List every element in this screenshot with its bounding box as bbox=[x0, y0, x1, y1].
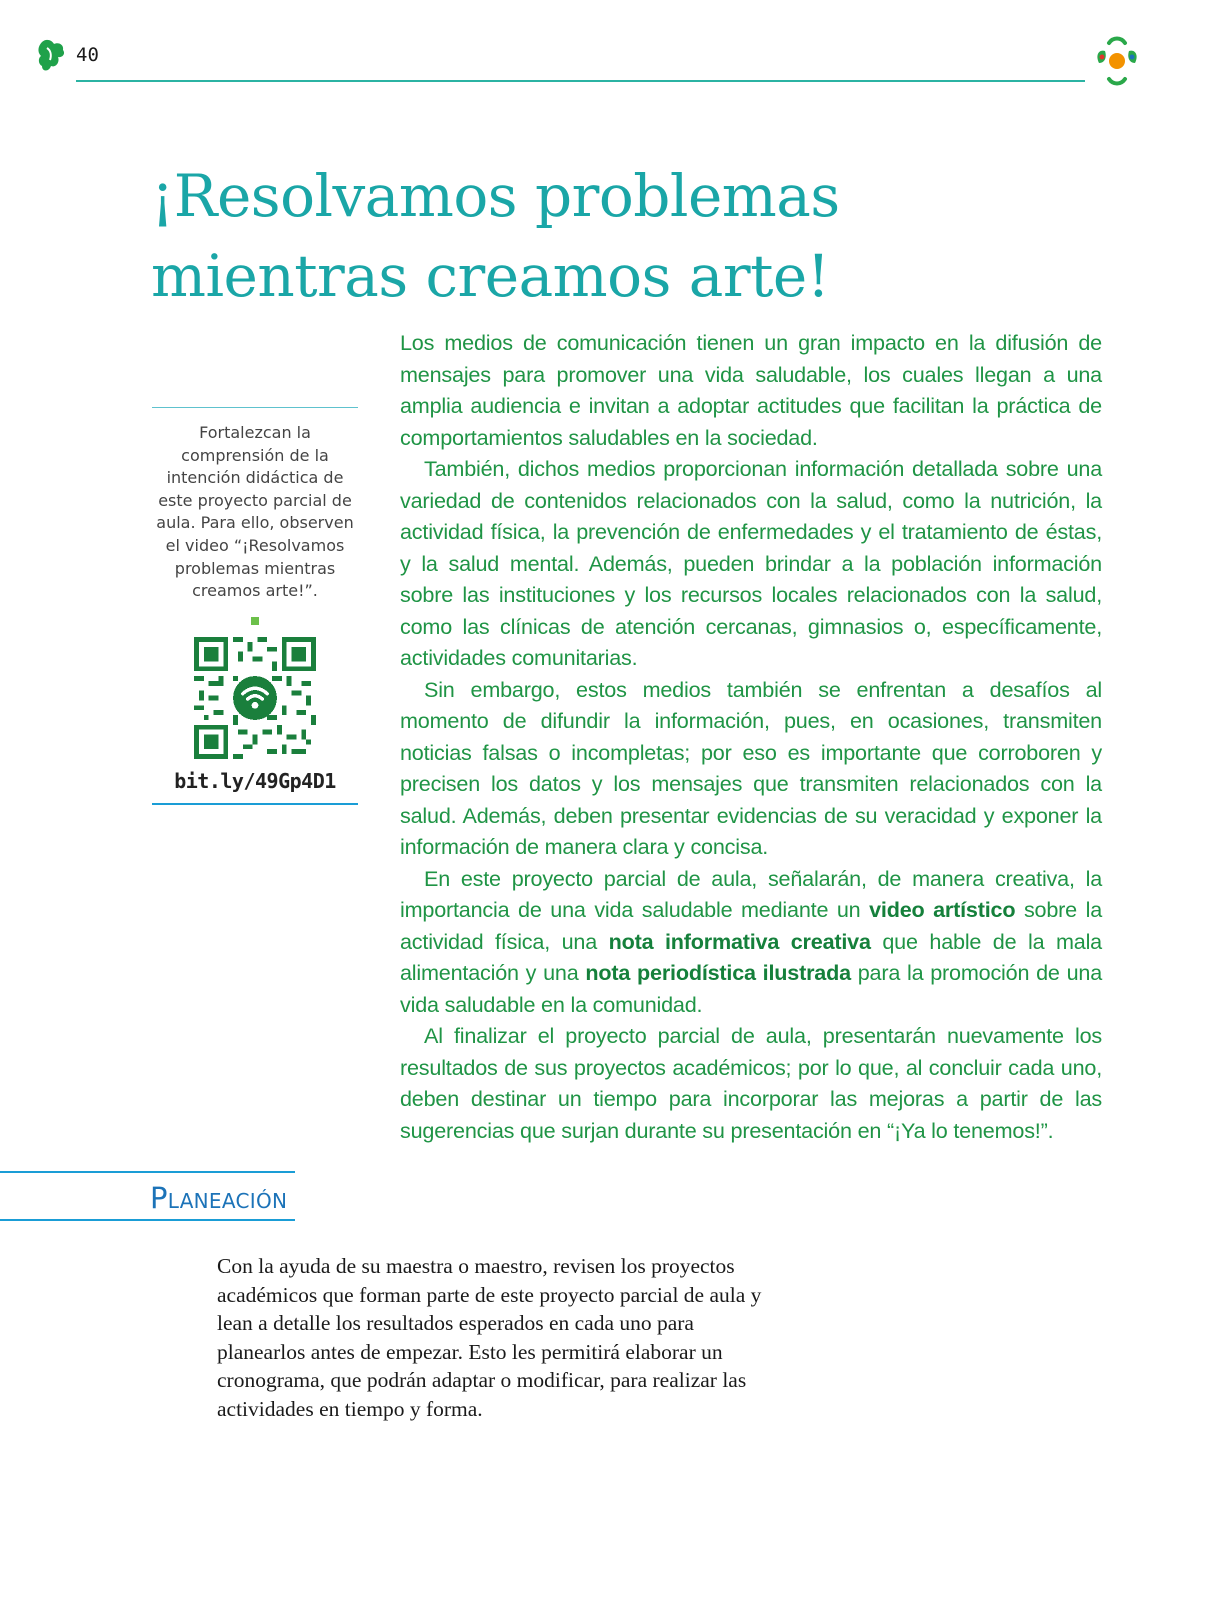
colorful-flower-emblem-icon bbox=[1087, 33, 1147, 89]
paragraph-4-part-a: En este proyecto parcial de aula, señalarán, de manera creativa, la importancia de una vida saludable mediante un bbox=[400, 865, 1102, 922]
sidebar-bullet bbox=[251, 617, 259, 625]
section-heading-planeacion: Planeación bbox=[150, 1181, 288, 1215]
leaf-map-icon bbox=[36, 38, 66, 74]
bold-nota-informativa: nota informativa creativa bbox=[608, 928, 871, 954]
page-title bbox=[151, 156, 911, 316]
planeacion-text: Con la ayuda de su maestra o maestro, revisen los proyectos académicos que forman parte de este proyecto parcial de aula y lean a detalle los resultados esperados en cada uno para planearlos antes de empezar. Esto les permitirá elaborar un cronograma, que podrán adaptar o modificar, para realizar las actividades en tiempo y forma. bbox=[217, 1254, 762, 1421]
paragraph-4-part-d: que hable de la mala alimentación y una bbox=[400, 928, 1102, 985]
sidebar-top-rule bbox=[152, 407, 358, 408]
paragraph-1: Los medios de comunicación tienen un gran impacto en la difusión de mensajes para promover una vida saludable, los cuales llegan a una amplia audiencia e invitan a adoptar actitudes que facilitan la práctica de comportamientos saludables en la sociedad. bbox=[400, 330, 1102, 450]
video-sidebar bbox=[152, 407, 358, 805]
paragraph-4 bbox=[400, 863, 1102, 1021]
sidebar-text: Fortalezcan la comprensión de la intención didáctica de este proyecto parcial de aula. Para ello, observen el video “¡Resolvamos problemas mientras creamos arte!”. bbox=[156, 423, 354, 601]
paragraph-3: Sin embargo, estos medios también se enfrentan a desafíos al momento de difundir la información, pues, en ocasiones, transmiten noticias falsas o incompletas; por eso es importante que corroboren y precisen los datos y los mensajes que transmiten relacionados con la salud. Además, deben presentar evidencias de su veracidad y exponer la información de manera clara y concisa. bbox=[400, 676, 1102, 859]
paragraph-4-part-c: sobre la actividad física, una bbox=[400, 897, 1103, 954]
section-rule-top bbox=[0, 1171, 295, 1173]
qr-code-icon[interactable] bbox=[194, 637, 316, 759]
sidebar-bottom-rule bbox=[152, 803, 358, 805]
title-line-2: mientras creamos arte! bbox=[151, 242, 830, 310]
paragraph-4-part-e: para la promoción de una vida saludable en la comunidad. bbox=[400, 960, 1103, 1017]
paragraph-5: Al finalizar el proyecto parcial de aula, presentarán nuevamente los resultados de sus proyectos académicos; por lo que, al concluir cada uno, deben destinar un tiempo para incorporar las mejoras a partir de las sugerencias que surjan durante su presentación en “¡Ya lo tenemos!”. bbox=[400, 1023, 1102, 1143]
page-number: 40 bbox=[76, 44, 99, 66]
section-rule-bottom bbox=[0, 1219, 295, 1221]
main-body-text bbox=[400, 327, 1102, 1146]
title-line-1: ¡Resolvamos problemas bbox=[151, 162, 840, 230]
video-short-link[interactable]: bit.ly/49Gp4D1 bbox=[174, 768, 336, 793]
bold-video-artistico: video artístico bbox=[869, 897, 1016, 922]
bold-nota-periodistica: nota periodística ilustrada bbox=[585, 960, 851, 985]
paragraph-2: También, dichos medios proporcionan información detallada sobre una variedad de contenidos relacionados con la salud, como la nutrición, la actividad física, la prevención de enfermedades y el tratamiento de éstas, y la salud mental. Además, pueden brindar a la población información sobre las instituciones y los recursos locales relacionados con la salud, como las clínicas de atención cercanas, gimnasios o, específicamente, actividades comunitarias. bbox=[400, 456, 1102, 670]
header-divider bbox=[76, 80, 1085, 82]
